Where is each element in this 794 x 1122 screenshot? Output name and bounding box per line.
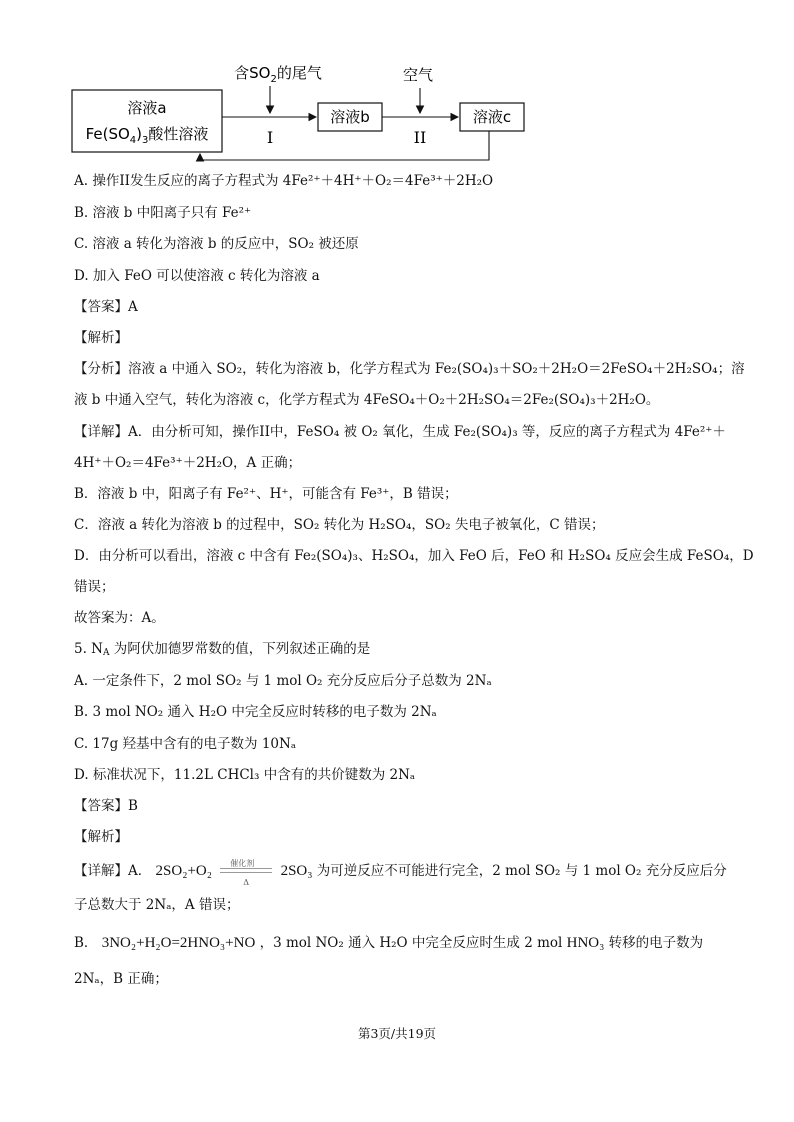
page-footer: 第3页/共19页 <box>357 1026 437 1041</box>
step-label-1: I <box>266 128 274 147</box>
q4-detail-line2: 4H⁺＋O₂＝4Fe³⁺＋2H₂O，A 正确； <box>74 455 302 471</box>
q4-fenxi-line2: 液 b 中通入空气，转化为溶液 c，化学方程式为 4FeSO₄＋O₂＋2H₂SO₄＝2Fe₂(SO₄)₃＋2H₂O。 <box>74 392 660 408</box>
reversible-arrow: 催化剂 Δ <box>216 863 276 881</box>
equation-no2-water: 3NO₂+H₂O=2HNO₃+NO <box>101 935 256 951</box>
q4-fenxi-line1: 【分析】溶液 a 中通入 SO₂，转化为溶液 b，化学方程式为 Fe₂(SO₄)₃＋SO₂＋2H₂O＝2FeSO₄＋2H₂SO₄；溶 <box>74 361 745 377</box>
q5-stem: 5. $N_A$ 为阿伏加德罗常数的值，下列叙述正确的是 <box>74 641 371 658</box>
q5-detail-b-line2: 2Nₐ，B 正确； <box>74 971 168 987</box>
box-a-line2: $Fe(SO_4)_3$酸性溶液 <box>85 125 209 146</box>
q5-detail-a-line2: 子总数大于 2Nₐ，A 错误； <box>74 897 240 913</box>
q5-answer: 【答案】B <box>74 798 138 814</box>
equation-so2-oxidation-right: 2SO₃ <box>280 863 313 879</box>
box-c-label: 溶液c <box>472 108 512 126</box>
q5-option-b: B. 3 mol NO₂ 通入 H₂O 中完全反应时转移的电子数为 2Nₐ <box>74 704 437 720</box>
step-label-2: II <box>413 128 427 147</box>
q4-option-b: B. 溶液 b 中阳离子只有 Fe²⁺ <box>74 205 252 221</box>
q4-option-d: D. 加入 FeO 可以使溶液 c 转化为溶液 a <box>74 268 320 284</box>
q5-option-a: A. 一定条件下，2 mol SO₂ 与 1 mol O₂ 充分反应后分子总数为 2Nₐ <box>74 673 492 689</box>
q5-analysis-heading: 【解析】 <box>74 829 128 845</box>
flow-diagram <box>0 0 794 200</box>
q5-detail-a-line1: 【详解】A． 2SO₂+O₂ 催化剂 Δ 2SO₃ 为可逆反应不可能进行完全，2 mol SO₂ 与 1 mol O₂ 充分反应后分 <box>74 858 727 887</box>
q5-detail-b-line1: B． 3NO₂+H₂O=2HNO₃+NO ，3 mol NO₂ 通入 H₂O 中完全反应时生成 2 mol HNO₃ 转移的电子数为 <box>74 935 704 951</box>
input-air: 空气 <box>402 66 434 84</box>
q4-option-c: C. 溶液 a 转化为溶液 b 的反应中，SO₂ 被还原 <box>74 236 359 252</box>
input-tail-gas: 含$SO_2$的尾气 <box>234 64 322 85</box>
q4-conclusion: 故答案为：A。 <box>74 610 165 626</box>
q4-analysis-heading: 【解析】 <box>74 330 128 346</box>
q4-detail-line1: 【详解】A．由分析可知，操作II中，FeSO₄ 被 O₂ 氧化，生成 Fe₂(SO₄)₃ 等，反应的离子方程式为 4Fe²⁺＋ <box>74 424 726 440</box>
box-a-line1: 溶液a <box>127 99 167 117</box>
q4-detail-d-line2: 错误； <box>74 579 115 595</box>
equation-so2-oxidation-left: 2SO₂+O₂ <box>155 863 212 879</box>
q4-detail-d-line1: D．由分析可以看出，溶液 c 中含有 Fe₂(SO₄)₃、H₂SO₄，加入 FeO 后，FeO 和 H₂SO₄ 反应会生成 FeSO₄，D <box>74 548 754 564</box>
q4-detail-c: C．溶液 a 转化为溶液 b 的过程中，SO₂ 转化为 H₂SO₄，SO₂ 失电子被氧化，C 错误； <box>74 517 605 533</box>
box-b-label: 溶液b <box>330 108 370 126</box>
q4-detail-b: B．溶液 b 中，阳离子有 Fe²⁺、H⁺，可能含有 Fe³⁺，B 错误； <box>74 486 458 502</box>
q4-answer: 【答案】A <box>74 299 138 315</box>
formula-hno3: HNO₃ <box>566 935 605 951</box>
q5-option-c: C. 17g 羟基中含有的电子数为 10Nₐ <box>74 736 297 752</box>
arrow-c-to-a <box>200 131 489 160</box>
q5-option-d: D. 标准状况下，11.2L CHCl₃ 中含有的共价键数为 2Nₐ <box>74 767 416 783</box>
q4-option-a: A. 操作II发生反应的离子方程式为 4Fe²⁺＋4H⁺＋O₂＝4Fe³⁺＋2H₂O <box>74 173 494 189</box>
